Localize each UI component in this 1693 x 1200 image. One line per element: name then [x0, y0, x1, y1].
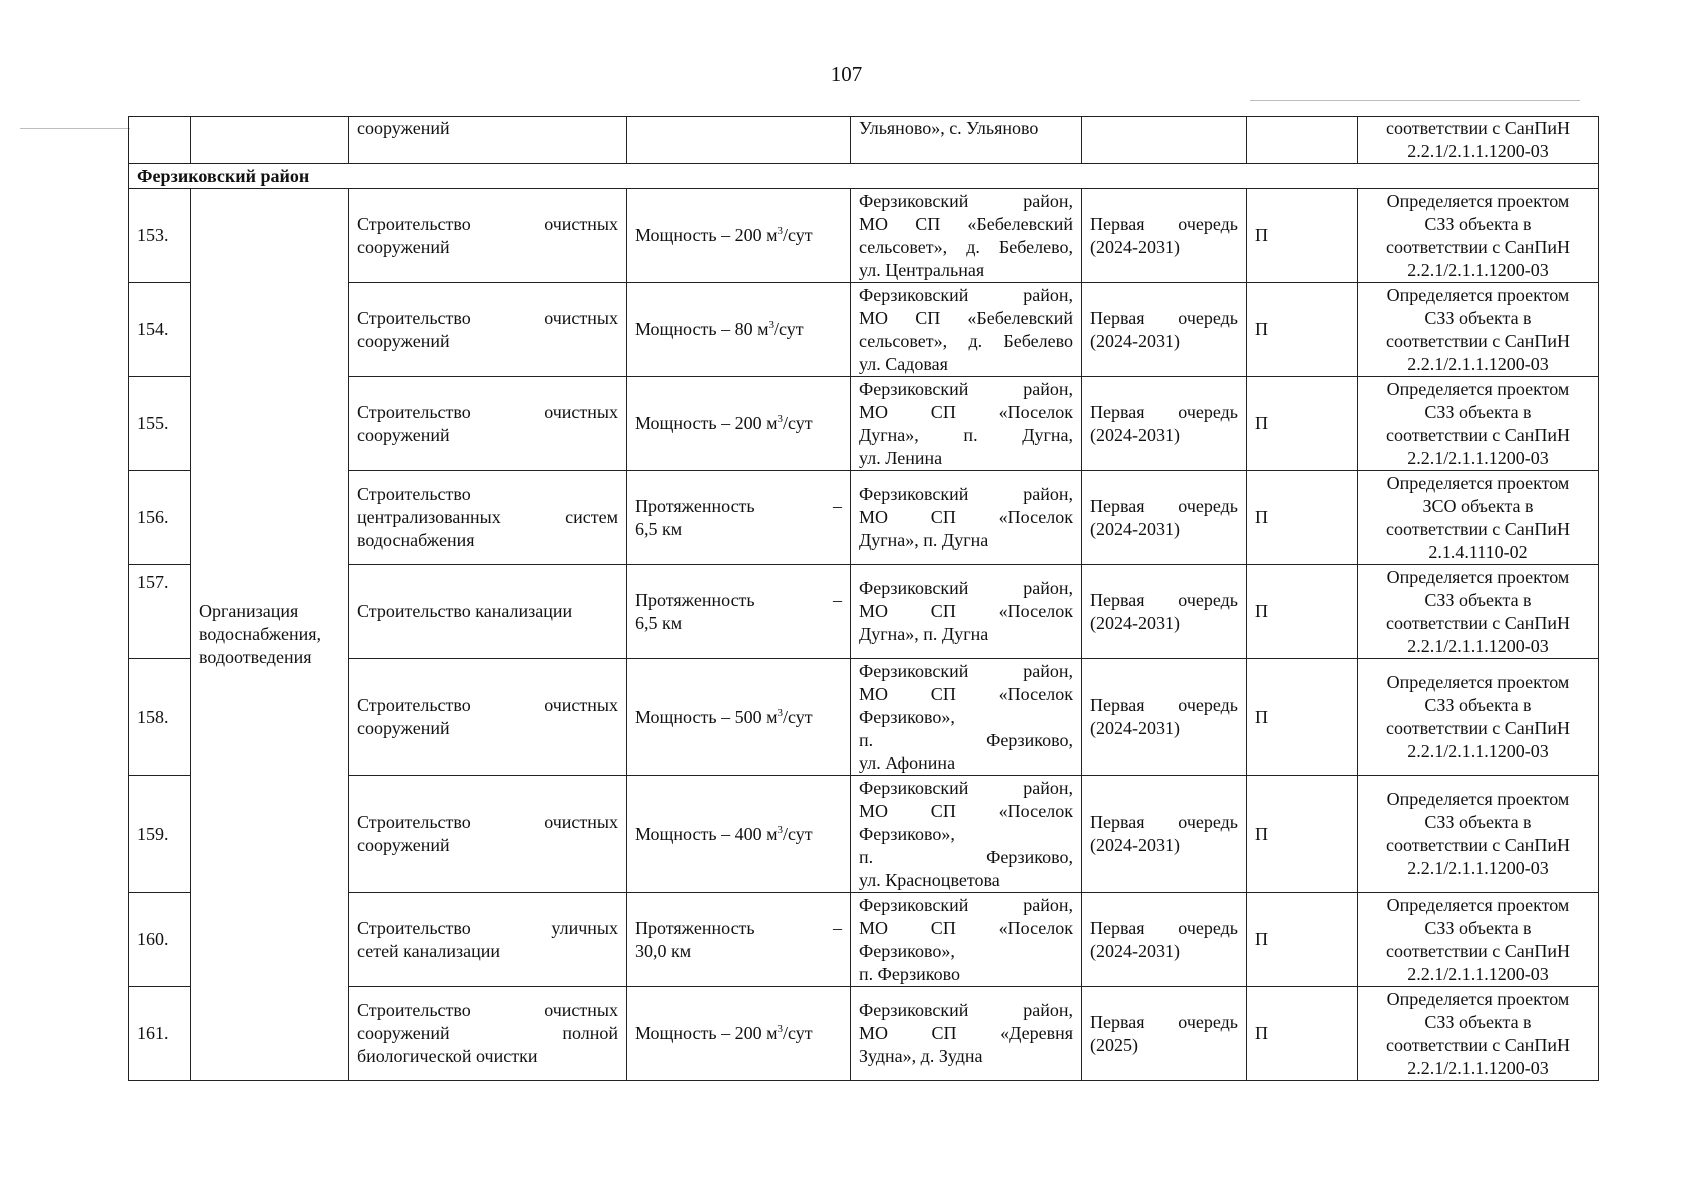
infrastructure-table [128, 116, 1599, 1081]
table-row [129, 659, 1599, 776]
stage-cell [1082, 565, 1247, 659]
stage-line: (2024-2031) [1090, 518, 1180, 539]
table-row [129, 283, 1599, 377]
table-row [129, 377, 1599, 471]
work-line: Строительство [357, 484, 471, 504]
requirement-line: Определяется проектом [1386, 284, 1570, 305]
status-cell: П [1247, 776, 1358, 893]
stage-cell [1082, 659, 1247, 776]
stage-line: Первая очередь [1090, 401, 1238, 422]
table-cell [1247, 117, 1358, 164]
status-cell: П [1247, 565, 1358, 659]
location-line: Ферзиковский район, [859, 578, 1073, 598]
group-label-line: Организация [199, 601, 299, 621]
requirement-line: 2.2.1/2.1.1.1200-03 [1407, 741, 1549, 761]
requirement-line: соответствии с СанПиН [1386, 118, 1570, 138]
parameter-line: Протяженность – [635, 589, 842, 610]
scan-noise-line [1250, 100, 1580, 101]
status-cell: П [1247, 189, 1358, 283]
stage-line: Первая очередь [1090, 917, 1238, 938]
parameter-unit-exponent: 3 [777, 706, 783, 719]
requirement-line: соответствии с СанПиН [1386, 1034, 1570, 1055]
work-line: биологической очистки [357, 1046, 538, 1066]
requirement-line: 2.2.1/2.1.1.1200-03 [1407, 259, 1549, 280]
requirement-cell [1358, 283, 1599, 377]
parameter-unit: /сут [782, 823, 813, 844]
work-line: водоснабжения [357, 530, 475, 550]
location-cell [851, 893, 1082, 987]
requirement-cell [1358, 189, 1599, 283]
work-line: Строительство очистных [357, 213, 618, 234]
location-line: ул. Центральная [859, 259, 985, 280]
requirement-cell [1358, 471, 1599, 565]
section-title: Ферзиковский район [129, 164, 1599, 189]
requirement-line: соответствии с СанПиН [1386, 940, 1570, 961]
work-line: сооружений [357, 718, 450, 738]
parameter-unit: /сут [782, 706, 813, 727]
requirement-line: 2.2.1/2.1.1.1200-03 [1407, 635, 1549, 656]
location-line: МО СП «Бебелевский [859, 213, 1073, 234]
stage-line: (2025) [1090, 1034, 1138, 1055]
location-line: Ферзиково», [859, 940, 955, 961]
parameter-cell [627, 893, 851, 987]
work-line: централизованных систем [357, 507, 618, 527]
requirement-line: Определяется проектом [1386, 566, 1570, 587]
parameter-line: Протяженность – [635, 495, 842, 516]
requirement-line: Определяется проектом [1386, 894, 1570, 915]
location-cell [851, 471, 1082, 565]
table-row [129, 776, 1599, 893]
requirement-cell [1358, 117, 1599, 164]
location-line: ул. Ленина [859, 447, 943, 468]
requirement-line: СЗЗ объекта в [1424, 307, 1532, 328]
parameter-cell [627, 471, 851, 565]
parameter-cell [627, 283, 851, 377]
parameter-value: Мощность – 80 м [635, 319, 769, 339]
stage-line: Первая очередь [1090, 1011, 1238, 1032]
location-line: МО СП «Деревня [859, 1023, 1073, 1043]
location-line: Ферзиковский район, [859, 894, 1073, 915]
work-line: сооружений [357, 835, 450, 855]
work-line: Строительство очистных [357, 307, 618, 328]
location-line: Ферзиково», [859, 823, 955, 844]
parameter-line: 30,0 км [635, 940, 692, 961]
location-line: Ферзиковский район, [859, 378, 1073, 399]
requirement-line: Определяется проектом [1386, 378, 1570, 399]
location-line: п. Ферзиково, [859, 846, 1073, 867]
parameter-line: Протяженность – [635, 917, 842, 938]
requirement-line: соответствии с СанПиН [1386, 835, 1570, 855]
stage-line: (2024-2031) [1090, 612, 1180, 633]
location-line: МО СП «Бебелевский [859, 307, 1073, 328]
work-cell [349, 471, 627, 565]
location-line: МО СП «Поселок [859, 683, 1073, 704]
requirement-line: СЗЗ объекта в [1424, 917, 1532, 938]
table-cell [627, 117, 851, 164]
work-line: Строительство очистных [357, 401, 618, 422]
requirement-line: соответствии с СанПиН [1386, 518, 1570, 539]
work-cell [349, 565, 627, 659]
parameter-value: Мощность – 200 м [635, 225, 778, 245]
stage-cell [1082, 893, 1247, 987]
requirement-cell [1358, 776, 1599, 893]
location-cell: Ульяново», с. Ульяново [851, 117, 1082, 164]
location-line: п. Ферзиково [859, 963, 961, 984]
status-cell: П [1247, 471, 1358, 565]
requirement-line: СЗЗ объекта в [1424, 589, 1532, 610]
page-number: 107 [830, 62, 863, 86]
stage-cell [1082, 283, 1247, 377]
parameter-unit-exponent: 3 [768, 319, 774, 331]
location-line: ул. Красноцветова [859, 869, 1000, 890]
location-line: МО СП «Поселок [859, 917, 1073, 938]
row-number: 155. [129, 377, 191, 471]
table-cell [129, 117, 191, 164]
work-cell [349, 659, 627, 776]
work-line: Строительство очистных [357, 695, 618, 715]
continuation-row [129, 117, 1599, 164]
location-cell [851, 377, 1082, 471]
requirement-line: 2.1.4.1110-02 [1428, 541, 1528, 562]
requirement-line: 2.2.1/2.1.1.1200-03 [1407, 141, 1549, 161]
work-cell [349, 893, 627, 987]
requirement-line: ЗСО объекта в [1422, 495, 1534, 516]
requirement-line: соответствии с СанПиН [1386, 330, 1570, 351]
location-line: Зудна», д. Зудна [859, 1046, 983, 1066]
location-cell [851, 987, 1082, 1081]
group-label-line: водоотведения [199, 647, 312, 667]
row-number: 157. [129, 565, 191, 659]
location-line: Ферзиковский район, [859, 660, 1073, 681]
stage-cell [1082, 471, 1247, 565]
scan-noise-line [20, 128, 130, 129]
table-cell [191, 117, 349, 164]
status-cell: П [1247, 893, 1358, 987]
location-line: Ферзиково», [859, 706, 955, 727]
requirement-line: Определяется проектом [1386, 472, 1570, 493]
work-line: сооружений полной [357, 1023, 618, 1043]
requirement-cell [1358, 565, 1599, 659]
location-cell [851, 776, 1082, 893]
status-cell: П [1247, 377, 1358, 471]
requirement-line: СЗЗ объекта в [1424, 401, 1532, 422]
table-row [129, 893, 1599, 987]
parameter-unit-exponent: 3 [777, 413, 783, 425]
status-cell: П [1247, 283, 1358, 377]
work-cell [349, 377, 627, 471]
location-line: Дугна», п. Дугна [859, 530, 989, 550]
stage-line: (2024-2031) [1090, 236, 1180, 257]
requirement-line: соответствии с СанПиН [1386, 612, 1570, 633]
work-line: сооружений [357, 236, 450, 257]
location-line: Ферзиковский район, [859, 777, 1073, 798]
requirement-line: Определяется проектом [1386, 190, 1570, 211]
row-number: 153. [129, 189, 191, 283]
work-cell [349, 283, 627, 377]
requirement-line: 2.2.1/2.1.1.1200-03 [1407, 353, 1549, 374]
location-line: Ферзиковский район, [859, 1000, 1073, 1020]
requirement-line: 2.2.1/2.1.1.1200-03 [1407, 858, 1549, 878]
stage-cell [1082, 377, 1247, 471]
location-line: МО СП «Поселок [859, 401, 1073, 422]
stage-line: (2024-2031) [1090, 835, 1180, 855]
requirement-cell [1358, 659, 1599, 776]
requirement-cell [1358, 987, 1599, 1081]
parameter-cell [627, 377, 851, 471]
parameter-cell [627, 987, 851, 1081]
requirement-line: Определяется проектом [1386, 672, 1570, 692]
work-cell [349, 189, 627, 283]
work-line: Строительство очистных [357, 1000, 618, 1020]
requirement-line: 2.2.1/2.1.1.1200-03 [1407, 963, 1549, 984]
table-row [129, 471, 1599, 565]
parameter-unit: /сут [782, 225, 813, 245]
requirement-line: Определяется проектом [1386, 988, 1570, 1009]
row-number: 154. [129, 283, 191, 377]
stage-line: Первая очередь [1090, 213, 1238, 234]
parameter-unit: /сут [782, 1023, 813, 1043]
parameter-unit: /сут [773, 319, 804, 339]
stage-cell [1082, 189, 1247, 283]
row-number: 161. [129, 987, 191, 1081]
work-line: Строительство очистных [357, 812, 618, 832]
stage-line: (2024-2031) [1090, 940, 1180, 961]
status-cell: П [1247, 987, 1358, 1081]
row-number: 160. [129, 893, 191, 987]
location-line: Ферзиковский район, [859, 284, 1073, 305]
work-line: Строительство канализации [357, 601, 573, 621]
requirement-line: Определяется проектом [1386, 789, 1570, 809]
work-cell [349, 987, 627, 1081]
requirement-line: СЗЗ объекта в [1424, 213, 1532, 234]
parameter-value: Мощность – 400 м [635, 823, 778, 844]
parameter-value: Мощность – 500 м [635, 706, 778, 727]
location-line: п. Ферзиково, [859, 729, 1073, 750]
requirement-line: соответствии с СанПиН [1386, 718, 1570, 738]
parameter-unit: /сут [782, 413, 813, 433]
group-label-cell [191, 189, 349, 1081]
section-header-row [129, 164, 1599, 189]
parameter-unit-exponent: 3 [777, 1023, 783, 1035]
status-cell: П [1247, 659, 1358, 776]
table-row [129, 987, 1599, 1081]
work-line: сооружений [357, 424, 450, 445]
location-cell [851, 283, 1082, 377]
requirement-cell [1358, 377, 1599, 471]
work-line: сетей канализации [357, 940, 501, 961]
location-line: ул. Садовая [859, 353, 948, 374]
requirement-line: 2.2.1/2.1.1.1200-03 [1407, 447, 1549, 468]
row-number: 156. [129, 471, 191, 565]
requirement-line: 2.2.1/2.1.1.1200-03 [1407, 1057, 1549, 1078]
stage-line: Первая очередь [1090, 589, 1238, 610]
parameter-cell [627, 659, 851, 776]
location-line: Ферзиковский район, [859, 484, 1073, 504]
stage-line: Первая очередь [1090, 812, 1238, 832]
location-line: Дугна», п. Дугна [859, 624, 989, 644]
stage-line: Первая очередь [1090, 695, 1238, 715]
location-line: Дугна», п. Дугна, [859, 424, 1073, 445]
stage-line: (2024-2031) [1090, 424, 1180, 445]
parameter-line: 6,5 км [635, 612, 683, 633]
parameter-value: Мощность – 200 м [635, 413, 778, 433]
parameter-unit-exponent: 3 [777, 225, 783, 237]
parameter-cell [627, 189, 851, 283]
parameter-unit-exponent: 3 [777, 823, 783, 836]
stage-line: Первая очередь [1090, 307, 1238, 328]
work-line: сооружений [357, 330, 450, 351]
requirement-cell [1358, 893, 1599, 987]
group-label-line: водоснабжения, [199, 624, 322, 644]
row-number: 159. [129, 776, 191, 893]
table-row [129, 565, 1599, 659]
location-line: МО СП «Поселок [859, 507, 1073, 527]
row-number: 158. [129, 659, 191, 776]
parameter-value: Мощность – 200 м [635, 1023, 778, 1043]
table-row [129, 189, 1599, 283]
location-cell [851, 565, 1082, 659]
location-cell [851, 659, 1082, 776]
location-cell [851, 189, 1082, 283]
location-line: Ферзиковский район, [859, 190, 1073, 211]
work-cell: сооружений [349, 117, 627, 164]
requirement-line: соответствии с СанПиН [1386, 424, 1570, 445]
parameter-cell [627, 565, 851, 659]
parameter-line: 6,5 км [635, 518, 683, 539]
work-line: Строительство уличных [357, 917, 618, 938]
location-line: МО СП «Поселок [859, 601, 1073, 621]
requirement-line: соответствии с СанПиН [1386, 236, 1570, 257]
location-line: ул. Афонина [859, 752, 956, 773]
work-cell [349, 776, 627, 893]
stage-line: Первая очередь [1090, 495, 1238, 516]
location-line: сельсовет», д. Бебелево [859, 330, 1073, 351]
requirement-line: СЗЗ объекта в [1424, 812, 1532, 832]
stage-cell [1082, 987, 1247, 1081]
parameter-cell [627, 776, 851, 893]
table-cell [1082, 117, 1247, 164]
requirement-line: СЗЗ объекта в [1424, 1011, 1532, 1032]
stage-line: (2024-2031) [1090, 718, 1180, 738]
stage-line: (2024-2031) [1090, 330, 1180, 351]
stage-cell [1082, 776, 1247, 893]
requirement-line: СЗЗ объекта в [1424, 695, 1532, 715]
location-line: сельсовет», д. Бебелево, [859, 236, 1073, 257]
location-line: МО СП «Поселок [859, 800, 1073, 821]
